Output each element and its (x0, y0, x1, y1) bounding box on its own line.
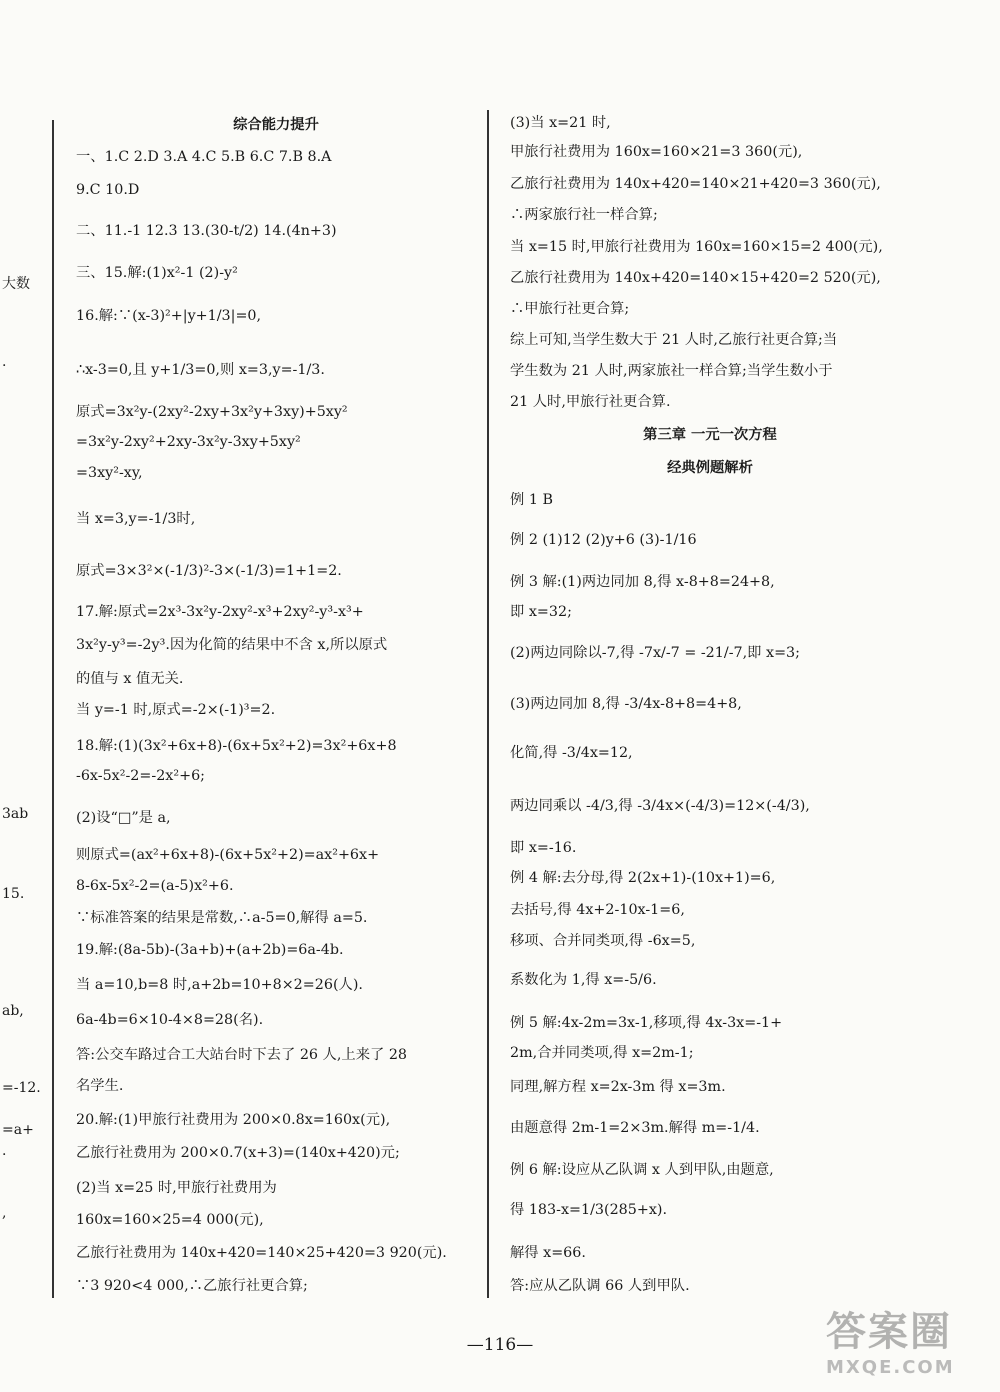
text-line: ∴x-3=0,且 y+1/3=0,则 x=3,y=-1/3. (76, 362, 325, 378)
text-line: 乙旅行社费用为 140x+420=140×15+420=2 520(元), (510, 270, 881, 286)
text-line: 系数化为 1,得 x=-5/6. (510, 972, 657, 988)
right-column (510, 0, 910, 1320)
text-line: =3xy²-xy, (76, 465, 143, 481)
chapter-title: 第三章 一元一次方程 (643, 427, 777, 443)
text-line: ∴两家旅行社一样合算; (510, 207, 658, 223)
text-line: 17.解:原式=2x³-3x²y-2xy²-x³+2xy²-y³-x³+ (76, 604, 364, 620)
edge-fragment: · (2, 1147, 7, 1163)
text-line: 6a-4b=6×10-4×8=28(名). (76, 1012, 264, 1028)
watermark-logo (826, 1300, 986, 1384)
text-line: 化简,得 -3/4x=12, (510, 745, 633, 761)
text-line: 乙旅行社费用为 140x+420=140×25+420=3 920(元). (76, 1245, 447, 1261)
text-line: 二、11.-1 12.3 13.(30-t/2) 14.(4n+3) (76, 223, 337, 239)
text-line: ∵3 920<4 000,∴乙旅行社更合算; (76, 1278, 308, 1294)
text-line: 160x=160×25=4 000(元), (76, 1212, 264, 1228)
text-line: (3)当 x=21 时, (510, 115, 611, 131)
edge-fragment: 3ab (2, 806, 29, 822)
edge-fragment: ab, (2, 1003, 24, 1019)
text-line: 一、1.C 2.D 3.A 4.C 5.B 6.C 7.B 8.A (76, 149, 332, 165)
text-line: ∵标准答案的结果是常数,∴a-5=0,解得 a=5. (76, 910, 368, 926)
text-line: 19.解:(8a-5b)-(3a+b)+(a+2b)=6a-4b. (76, 942, 344, 958)
text-line: 当 x=3,y=-1/3时, (76, 511, 196, 527)
text-line: 原式=3×3²×(-1/3)²-3×(-1/3)=1+1=2. (76, 563, 342, 579)
text-line: 原式=3x²y-(2xy²-2xy+3x²y+3xy)+5xy² (76, 404, 348, 420)
text-line: 由题意得 2m-1=2×3m.解得 m=-1/4. (510, 1120, 760, 1136)
text-line: 得 183-x=1/3(285+x). (510, 1202, 668, 1218)
text-line: 则原式=(ax²+6x+8)-(6x+5x²+2)=ax²+6x+ (76, 847, 380, 863)
text-line: (2)两边同除以-7,得 -7x/-7 = -21/-7,即 x=3; (510, 645, 800, 661)
text-line: 例 6 解:设应从乙队调 x 人到甲队,由题意, (510, 1162, 774, 1178)
text-line: 20.解:(1)甲旅行社费用为 200×0.8x=160x(元), (76, 1112, 391, 1128)
text-line: 21 人时,甲旅行社更合算. (510, 394, 671, 410)
section-title: 经典例题解析 (667, 460, 753, 476)
text-line: 当 y=-1 时,原式=-2×(-1)³=2. (76, 702, 276, 718)
edge-fragment: · (2, 358, 7, 374)
text-line: 例 2 (1)12 (2)y+6 (3)-1/16 (510, 532, 697, 548)
text-line: 的值与 x 值无关. (76, 671, 184, 687)
text-line: 即 x=-16. (510, 840, 577, 856)
text-line: 当 x=15 时,甲旅行社费用为 160x=160×15=2 400(元), (510, 239, 883, 255)
edge-fragment: 15. (2, 886, 25, 902)
text-line: 移项、合并同类项,得 -6x=5, (510, 933, 696, 949)
text-line: 例 5 解:4x-2m=3x-1,移项,得 4x-3x=-1+ (510, 1015, 783, 1031)
section-heading: 综合能力提升 (233, 117, 319, 133)
text-line: -6x-5x²-2=-2x²+6; (76, 768, 205, 784)
text-line: 16.解:∵(x-3)²+|y+1/3|=0, (76, 308, 262, 324)
text-line: 两边同乘以 -4/3,得 -3/4x×(-4/3)=12×(-4/3), (510, 798, 810, 814)
text-line: 例 1 B (510, 492, 553, 508)
text-line: 学生数为 21 人时,两家旅社一样合算;当学生数小于 (510, 363, 833, 379)
watermark-url: MXQE.COM (826, 1357, 955, 1378)
watermark-title: 答案圈 (826, 1309, 952, 1355)
text-line: (3)两边同加 8,得 -3/4x-8+8=4+8, (510, 696, 742, 712)
text-line: 3x²y-y³=-2y³.因为化简的结果中不含 x,所以原式 (76, 637, 388, 653)
text-line: 综上可知,当学生数大于 21 人时,乙旅行社更合算;当 (510, 332, 838, 348)
page-number: —116— (466, 1335, 534, 1355)
edge-fragment: 大数 (2, 276, 30, 292)
text-line: 即 x=32; (510, 604, 572, 620)
text-line: 解得 x=66. (510, 1245, 586, 1261)
text-line: 例 4 解:去分母,得 2(2x+1)-(10x+1)=6, (510, 870, 776, 886)
left-rule (52, 120, 54, 1298)
text-line: (2)当 x=25 时,甲旅行社费用为 (76, 1180, 277, 1196)
left-column (76, 0, 476, 1320)
text-line: 甲旅行社费用为 160x=160×21=3 360(元), (510, 144, 803, 160)
text-line: =3x²y-2xy²+2xy-3x²y-3xy+5xy² (76, 434, 301, 450)
text-line: 乙旅行社费用为 200×0.7(x+3)=(140x+420)元; (76, 1145, 400, 1161)
center-rule (487, 110, 489, 1298)
text-line: ∴甲旅行社更合算; (510, 301, 630, 317)
edge-fragment: =a+ (2, 1122, 34, 1138)
text-line: 当 a=10,b=8 时,a+2b=10+8×2=26(人). (76, 977, 363, 993)
text-line: 三、15.解:(1)x²-1 (2)-y² (76, 265, 238, 281)
text-line: 乙旅行社费用为 140x+420=140×21+420=3 360(元), (510, 176, 881, 192)
text-line: (2)设“□”是 a, (76, 810, 171, 826)
text-line: 答:公交车路过合工大站台时下去了 26 人,上来了 28 (76, 1047, 408, 1063)
text-line: 同理,解方程 x=2x-3m 得 x=3m. (510, 1079, 726, 1095)
text-line: 2m,合并同类项,得 x=2m-1; (510, 1045, 694, 1061)
text-line: 名学生. (76, 1078, 124, 1094)
text-line: 去括号,得 4x+2-10x-1=6, (510, 902, 685, 918)
edge-fragment: , (2, 1205, 7, 1221)
text-line: 答:应从乙队调 66 人到甲队. (510, 1278, 690, 1294)
text-line: 例 3 解:(1)两边同加 8,得 x-8+8=24+8, (510, 574, 775, 590)
text-line: 8-6x-5x²-2=(a-5)x²+6. (76, 878, 234, 894)
text-line: 9.C 10.D (76, 182, 140, 198)
text-line: 18.解:(1)(3x²+6x+8)-(6x+5x²+2)=3x²+6x+8 (76, 738, 397, 754)
edge-fragment: =-12. (2, 1080, 41, 1096)
